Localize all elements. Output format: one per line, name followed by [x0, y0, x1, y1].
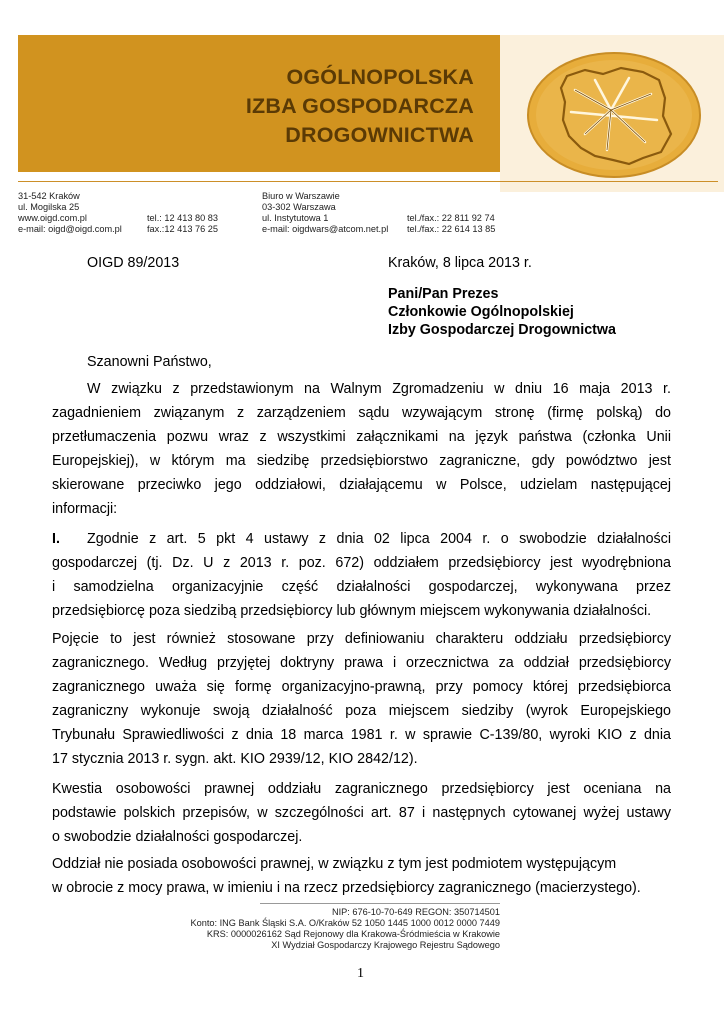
- sec1-line-1: Zgodnie z art. 5 pkt 4 ustawy z dnia 02 lipca 2004 r. o swobodzie działalności: [87, 531, 671, 547]
- contact-left-line-1: 31-542 Kraków: [18, 191, 80, 201]
- logo-area: [500, 35, 724, 192]
- p1-line-5: skierowane przeciwko jego oddziałowi, działającemu w Polsce, udzielam następującej: [52, 477, 671, 493]
- page-number: 1: [357, 966, 364, 981]
- p1-line-4: Europejskiej), w którym ma siedzibę przedsiębiorstwo zagraniczne, gdy powództwo jest: [52, 453, 671, 469]
- footer-dept: XI Wydział Gospodarczy Krajowego Rejestru Sądowego: [271, 940, 500, 950]
- p3-line-1: Kwestia osobowości prawnej oddziału zagranicznego przedsiębiorcy jest oceniana na: [52, 781, 671, 797]
- paragraph-3: [52, 777, 671, 849]
- p1-line-3: przetłumaczenia pozwu wraz z wszystkimi załącznikami na język państwa (członka Unii: [52, 429, 671, 445]
- paragraph-2: [52, 627, 671, 771]
- sec1-line-4: przedsiębiorcę poza siedzibą przedsiębiorcy lub głównym miejscem wykonywania działalności.: [52, 603, 652, 619]
- paragraph-1: [52, 377, 671, 521]
- p2-line-1: Pojęcie to jest również stosowane przy definiowaniu charakteru oddziału przedsiębiorcy: [52, 631, 671, 647]
- section-marker: I.: [52, 531, 60, 547]
- p4-line-1: Oddział nie posiada osobowości prawnej, w związku z tym jest podmiotem występującym: [52, 856, 617, 872]
- poland-map-roads-logo-icon: [525, 50, 703, 180]
- p2-line-5: Trybunału Sprawiedliwości z dnia 18 marca 1981 r. w sprawie C-139/80, wyroki KIO z dnia: [52, 727, 671, 743]
- p4-line-2: w obrocie z mocy prawa, w imieniu i na rzecz przedsiębiorcy zagranicznego (macierzystego).: [52, 880, 641, 896]
- sec1-line-2: gospodarczej (tj. Dz. U z 2013 r. poz. 672) oddziałem przedsiębiorcy jest wyodrębniona: [52, 555, 671, 571]
- contact-right-street: ul. Instytutowa 1: [262, 213, 329, 223]
- section-1: [52, 527, 671, 623]
- footer-rule: [260, 903, 500, 904]
- footer-bank: Konto: ING Bank Śląski S.A. O/Kraków 52 1050 1445 1000 0012 0000 7449: [190, 918, 500, 928]
- contact-right-line-2: 03-302 Warszawa: [262, 202, 336, 212]
- p2-line-3: zagranicznego uważa się formę organizacyjno-prawną, przy pomocy której przedsiębiorca: [52, 679, 671, 695]
- org-name-line-2: IZBA GOSPODARCZA: [245, 94, 474, 118]
- contact-right-line-1: Biuro w Warszawie: [262, 191, 340, 201]
- contact-left-line-2: ul. Mogilska 25: [18, 202, 80, 212]
- letter-reference: OIGD 89/2013: [87, 255, 180, 271]
- p2-line-2: zagranicznego. Według przyjętej doktryny prawa i orzecznictwa za oddział przedsiębiorcy: [52, 655, 671, 671]
- p2-line-6: 17 stycznia 2013 r. sygn. akt. KIO 2939/12, KIO 2842/12).: [52, 751, 418, 767]
- org-name: [246, 63, 474, 150]
- p1-line-2: zagadnieniem związanym z zarządzeniem sądu wzywającym stronę (firmę polską) do: [52, 405, 671, 421]
- letter-place-date: Kraków, 8 lipca 2013 r.: [388, 255, 532, 271]
- contact-left-tel: tel.: 12 413 80 83: [147, 213, 219, 223]
- contact-right-email[interactable]: e-mail: oigdwars@atcom.net.pl: [262, 224, 389, 234]
- recipient-line-3: Izby Gospodarczej Drogownictwa: [388, 322, 616, 338]
- p3-line-2: podstawie polskich przepisów, w szczególności art. 87 i następnych cytowanej wyżej ustawy: [52, 805, 671, 821]
- p1-line-6: informacji:: [52, 501, 118, 517]
- salutation: Szanowni Państwo,: [87, 354, 212, 370]
- contact-left-email[interactable]: e-mail: oigd@oigd.com.pl: [18, 224, 122, 234]
- org-name-line-3: DROGOWNICTWA: [285, 123, 474, 147]
- header-rule: [18, 181, 718, 182]
- recipient-line-1: Pani/Pan Prezes: [388, 286, 499, 302]
- paragraph-4: [52, 852, 692, 900]
- footer-krs: KRS: 0000026162 Sąd Rejonowy dla Krakowa-Śródmieścia w Krakowie: [206, 929, 500, 939]
- contact-right-telfax-1: tel./fax.: 22 811 92 74: [407, 213, 495, 223]
- sec1-line-3: i samodzielna organizacyjnie część działalności gospodarczej, wykonywana przez: [52, 579, 671, 595]
- sec1-first-line: [52, 527, 671, 551]
- contact-right-telfax-2: tel./fax.: 22 614 13 85: [407, 224, 496, 234]
- p3-line-3: o swobodzie działalności gospodarczej.: [52, 829, 303, 845]
- footer-nip: NIP: 676-10-70-649 REGON: 350714501: [331, 907, 500, 917]
- recipient-line-2: Członkowie Ogólnopolskiej: [388, 304, 574, 320]
- org-name-line-1: OGÓLNOPOLSKA: [286, 65, 474, 89]
- contact-left-www[interactable]: www.oigd.com.pl: [18, 213, 87, 223]
- p1-line-1: W związku z przedstawionym na Walnym Zgromadzeniu w dniu 16 maja 2013 r.: [87, 381, 671, 397]
- letterhead-banner: [18, 35, 500, 172]
- recipient-block: [388, 285, 616, 339]
- contact-left-fax: fax.:12 413 76 25: [147, 224, 219, 234]
- p2-line-4: zagraniczny wykonuje swoją działalność poza miejscem siedziby (wyrok Europejskiego: [52, 703, 671, 719]
